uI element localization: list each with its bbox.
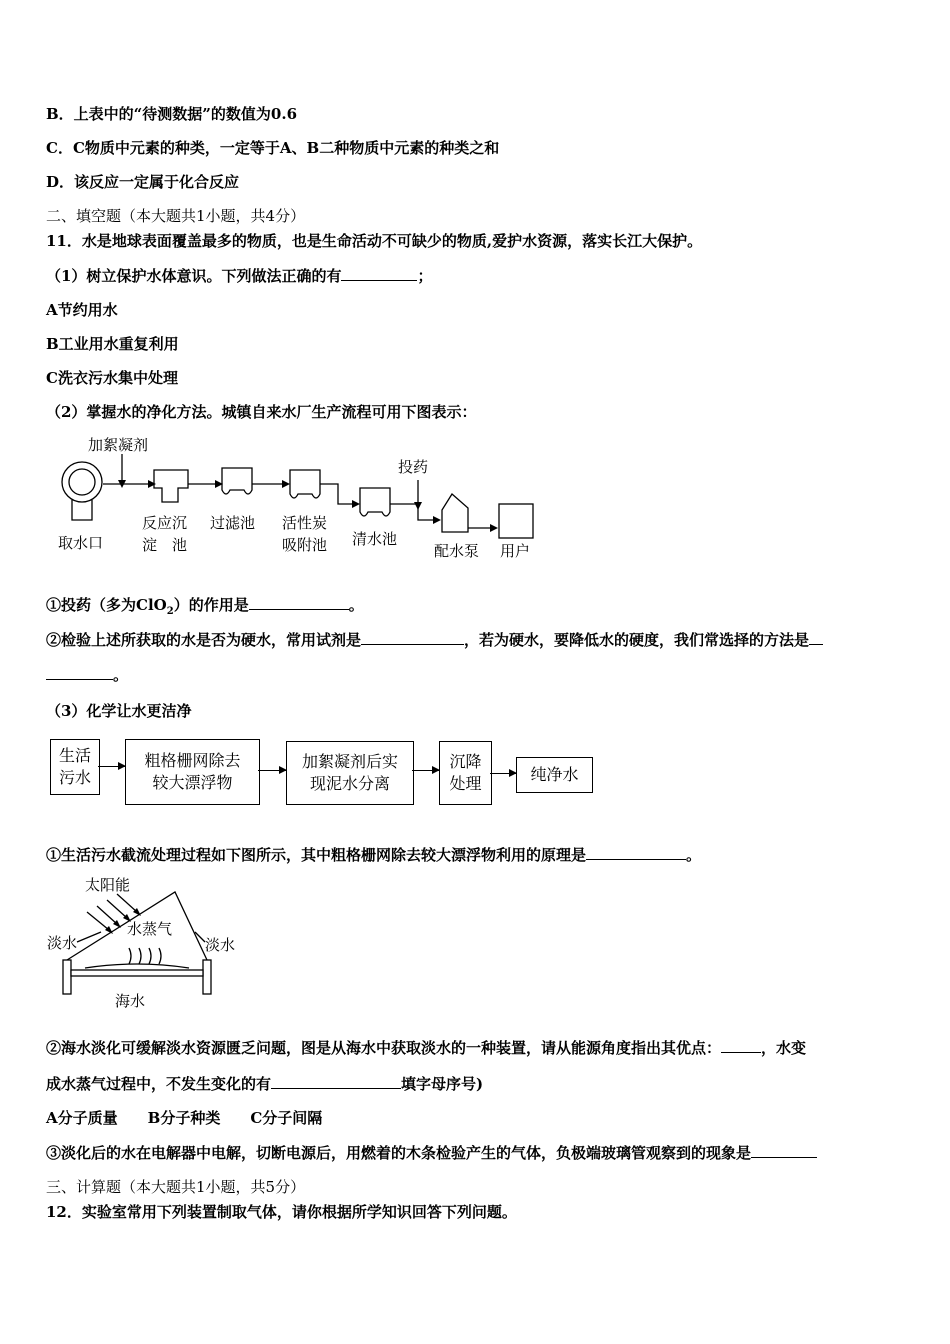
punct: 。 <box>113 666 129 684</box>
question-electrolysis <box>46 1142 817 1163</box>
clear-tank <box>360 488 390 516</box>
carbon-label-2: 吸附池 <box>282 536 328 554</box>
part-2: （2）掌握水的净化方法。城镇自来水厂生产流程可用下图表示： <box>46 403 477 421</box>
q-text: ，水变 <box>761 1039 807 1057</box>
q-text: ）的作用是 <box>173 596 249 614</box>
fresh-left-label: 淡水 <box>47 934 78 952</box>
step-text: 处理 <box>449 774 482 793</box>
water-surface <box>85 964 189 968</box>
question-desal <box>46 1037 806 1058</box>
step-text: 加絮凝剂后实 <box>301 752 398 771</box>
reaction-label-2: 淀 池 <box>142 536 188 554</box>
q-text: ①生活污水截流处理过程如下图所示，其中粗格栅网除去较大漂浮物利用的原理是 <box>46 846 587 864</box>
desal-options: A分子质量 B分子种类 C分子间隔 <box>46 1109 323 1127</box>
flow-arrow <box>258 770 286 771</box>
step-text: 沉降 <box>449 752 482 771</box>
reaction-tank <box>154 470 188 502</box>
user-box <box>499 504 533 538</box>
answer-blank <box>361 630 464 645</box>
question-12: 12．实验室常用下列装置制取气体，请你根据所学知识回答下列问题。 <box>46 1203 517 1221</box>
flow-arrow <box>98 766 125 767</box>
flow-arrow <box>490 773 516 774</box>
q-text: 填字母序号) <box>401 1075 484 1093</box>
intake-pipe <box>72 500 92 520</box>
carbon-label-1: 活性炭 <box>282 514 328 532</box>
intake-inner-ring <box>69 469 95 495</box>
step-text: 污水 <box>58 768 91 787</box>
reaction-label-1: 反应沉 <box>142 514 188 532</box>
q-text: ③淡化后的水在电解器中电解，切断电源后，用燃着的木条检验产生的气体，负极端玻璃管观察到的现象是 <box>46 1144 752 1162</box>
q-text: ②检验上述所获取的水是否为硬水，常用试剂是 <box>46 631 362 649</box>
flow-pure <box>516 757 593 793</box>
step-text: 现泥水分离 <box>309 774 390 793</box>
dose-label: 投药 <box>398 458 429 476</box>
section-3-heading: 三、计算题（本大题共1小题，共5分） <box>46 1178 306 1196</box>
question-desal-cont <box>46 1073 483 1094</box>
section-2-heading: 二、填空题（本大题共1小题，共4分） <box>46 207 306 225</box>
solar-still-diagram <box>45 872 255 1012</box>
part-3: （3）化学让水更洁净 <box>46 702 192 720</box>
option-d: D．该反应一定属于化合反应 <box>46 173 240 191</box>
step-text: 粗格栅网除去 <box>144 751 241 770</box>
carbon-tank <box>290 470 320 498</box>
flow-sewage <box>50 739 100 795</box>
step-text: 纯净水 <box>530 765 579 784</box>
choice-c: C洗衣污水集中处理 <box>46 369 178 387</box>
question-11: 11．水是地球表面覆盖最多的物质，也是生命活动不可缺少的物质,爱护水资源，落实长江大保护。 <box>46 232 703 250</box>
pump-label: 配水泵 <box>434 542 480 560</box>
question-dose <box>46 594 364 617</box>
part-1 <box>46 265 432 286</box>
flow-coagulant <box>286 741 414 805</box>
flow-settle <box>439 741 492 805</box>
question-hardness <box>46 629 823 650</box>
q-text: 成水蒸气过程中，不发生变化的有 <box>46 1075 272 1093</box>
part-1-text: （1）树立保护水体意识。下列做法正确的有 <box>46 267 342 285</box>
fresh-right-label: 淡水 <box>205 936 236 954</box>
intake-outer-ring <box>62 462 102 502</box>
water-plant-diagram <box>50 432 550 567</box>
punct: 。 <box>348 596 364 614</box>
intake-label: 取水口 <box>58 534 104 552</box>
q-text: ，若为硬水，要降低水的硬度，我们常选择的方法是 <box>464 631 810 649</box>
answer-blank <box>249 595 349 610</box>
answer-blank <box>751 1143 817 1158</box>
vapor-label: 水蒸气 <box>127 920 173 938</box>
punct: ； <box>417 267 433 285</box>
question-hardness-cont <box>46 664 128 685</box>
answer-blank <box>809 630 823 645</box>
flow-grating <box>125 739 260 805</box>
user-label: 用户 <box>500 542 531 560</box>
step-text: 较大漂浮物 <box>152 773 233 792</box>
subscript: 2 <box>166 606 174 617</box>
sun-label: 太阳能 <box>85 876 131 894</box>
clear-label: 清水池 <box>352 530 398 548</box>
coagulant-label: 加絮凝剂 <box>88 436 149 454</box>
answer-blank <box>586 845 686 860</box>
option-b: B．上表中的“待测数据”的数值为0.6 <box>46 105 298 123</box>
filter-tank <box>222 468 252 494</box>
choice-a: A节约用水 <box>46 301 118 319</box>
sea-label: 海水 <box>115 992 146 1010</box>
pump-shape <box>442 494 468 532</box>
question-grating <box>46 844 701 865</box>
option-c: C．C物质中元素的种类，一定等于A、B二种物质中元素的种类之和 <box>46 139 500 157</box>
filter-label: 过滤池 <box>210 514 256 532</box>
answer-blank <box>46 665 113 680</box>
answer-blank <box>341 266 417 281</box>
answer-blank <box>721 1038 761 1053</box>
step-text: 生活 <box>58 746 91 765</box>
answer-blank <box>271 1074 401 1089</box>
choice-b: B工业用水重复利用 <box>46 335 179 353</box>
flow-arrow <box>412 770 439 771</box>
punct: 。 <box>686 846 702 864</box>
q-text: ②海水淡化可缓解淡水资源匮乏问题，图是从海水中获取淡水的一种装置，请从能源角度指出其优点： <box>46 1039 722 1057</box>
q-text: ①投药（多为ClO <box>46 596 167 614</box>
